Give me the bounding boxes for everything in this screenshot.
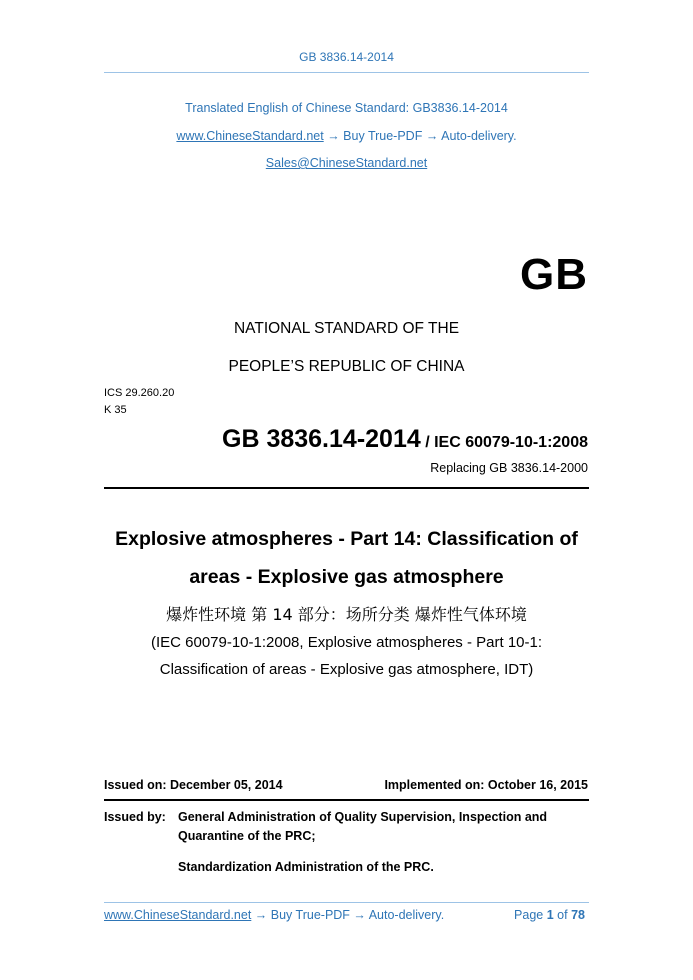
- national-title-line2: PEOPLE’S REPUBLIC OF CHINA: [228, 358, 465, 375]
- buy-text: → Buy True-PDF → Auto-delivery.: [327, 129, 517, 143]
- issued-by-line3: Standardization Administration of the PRC.: [178, 860, 434, 874]
- iec-reference-line2: Classification of areas - Explosive gas atmosphere, IDT): [159, 661, 534, 678]
- footer-rule: [104, 902, 589, 903]
- page-indicator: [514, 908, 585, 922]
- title-line2: areas - Explosive gas atmosphere: [189, 566, 504, 588]
- of-label: of: [557, 908, 568, 922]
- page-number: 1: [546, 908, 554, 922]
- gb-logo: GB: [520, 250, 588, 299]
- replacing-note: Replacing GB 3836.14-2000: [430, 461, 588, 475]
- std-slash: /: [420, 434, 435, 451]
- iec-reference-line1: (IEC 60079-10-1:2008, Explosive atmospheres - Part 10-1:: [150, 634, 543, 651]
- translation-line: Translated English of Chinese Standard: GB3836.14-2014: [185, 101, 508, 115]
- site-link[interactable]: www.ChineseStandard.net: [176, 129, 324, 143]
- issued-by-line2: Quarantine of the PRC;: [178, 829, 316, 843]
- email-line: [0, 156, 693, 170]
- issued-by-line1: General Administration of Quality Supervision, Inspection and: [178, 810, 548, 824]
- issued-rule: [104, 799, 589, 801]
- footer-links: [104, 908, 444, 922]
- site-link-line: [0, 129, 693, 143]
- running-header: GB 3836.14-2014: [299, 50, 394, 64]
- total-pages: 78: [571, 908, 585, 922]
- title-line1: Explosive atmospheres - Part 14: Classification of: [115, 528, 578, 550]
- national-title-line1: NATIONAL STANDARD OF THE: [233, 320, 460, 337]
- footer-site-link[interactable]: www.ChineseStandard.net: [104, 908, 252, 922]
- chinese-title: 爆炸性环境 第 14 部分：场所分类 爆炸性气体环境: [166, 605, 527, 624]
- ics-code: ICS 29.260.20: [104, 387, 175, 399]
- standard-number-line: [222, 425, 588, 454]
- iec-number: IEC 60079-10-1:2008: [434, 434, 588, 451]
- k-code: K 35: [104, 404, 127, 416]
- implemented-on: Implemented on: October 16, 2015: [384, 778, 588, 792]
- page-label: Page: [514, 908, 544, 922]
- email-link[interactable]: Sales@ChineseStandard.net: [265, 156, 428, 170]
- title-rule: [104, 487, 589, 489]
- issued-on: Issued on: December 05, 2014: [104, 778, 283, 792]
- issued-by-label: Issued by:: [104, 810, 166, 824]
- footer-buy-text: → Buy True-PDF → Auto-delivery.: [251, 908, 445, 922]
- std-number: GB 3836.14-2014: [222, 425, 421, 453]
- header-rule: [104, 72, 589, 73]
